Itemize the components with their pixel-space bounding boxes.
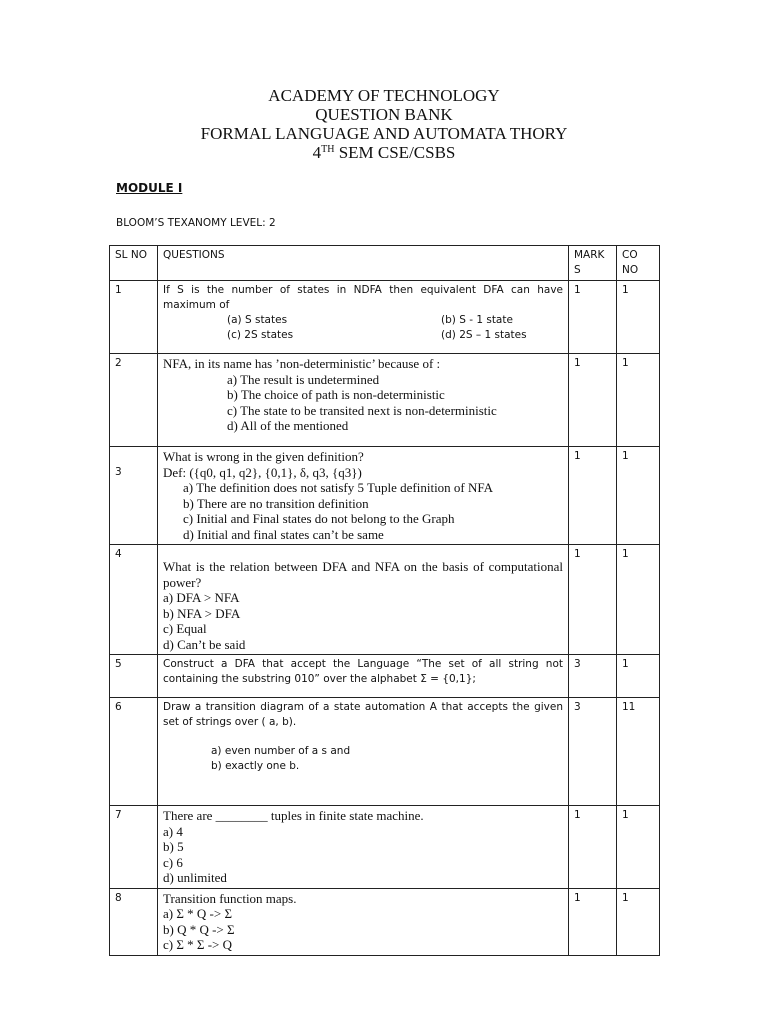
option-d: d) Can’t be said	[163, 636, 246, 652]
table-row	[110, 447, 660, 545]
option-c: c) Initial and Final states do not belong to the Graph	[183, 511, 455, 526]
row-co: 1	[617, 354, 660, 447]
option-c: c) 6	[163, 854, 183, 870]
row-co: 1	[617, 447, 660, 545]
option-b: b) exactly one b.	[211, 760, 300, 772]
option-b: b) There are no transition definition	[183, 495, 369, 511]
option-b: b) NFA > DFA	[163, 605, 241, 621]
row-sl: 2	[110, 354, 158, 447]
option-d: d) Initial and final states can’t be same	[183, 526, 384, 542]
row-sl: 1	[110, 281, 158, 354]
row-sl: 7	[110, 806, 158, 889]
document-header	[0, 86, 768, 162]
semester-line	[0, 143, 768, 162]
row-marks: 1	[569, 354, 617, 447]
semester-number: 4	[312, 143, 322, 162]
option-a: a) DFA > NFA	[163, 590, 240, 605]
question-text: NFA, in its name has ’non-deterministic’ because of :	[163, 356, 441, 371]
row-marks: 1	[569, 888, 617, 955]
option-a: a) even number of a s and	[211, 745, 351, 757]
option-c: c) Equal	[163, 621, 207, 636]
document-type: QUESTION BANK	[315, 105, 453, 124]
option-a: a) 4	[163, 823, 183, 839]
question-cell	[158, 281, 569, 354]
row-marks: 3	[569, 698, 617, 806]
question-text: Construct a DFA that accept the Language “The set of all string not containing the substring 010” over the alphabet Σ = {0,1};	[158, 655, 569, 698]
row-marks: 1	[569, 281, 617, 354]
table-row	[110, 545, 660, 655]
option-a: a) The result is undetermined	[227, 371, 380, 387]
row-marks: 1	[569, 806, 617, 889]
row-sl: 8	[110, 888, 158, 955]
option-b: b) Q * Q -> Σ	[163, 921, 235, 937]
question-cell	[158, 447, 569, 545]
module-title: MODULE I	[116, 181, 183, 195]
option-b: b) 5	[163, 839, 184, 854]
question-cell	[158, 806, 569, 889]
bloom-level: BLOOM’S TEXANOMY LEVEL: 2	[116, 217, 276, 229]
option-a: (a) S states	[227, 314, 288, 326]
row-co: 1	[617, 888, 660, 955]
option-d: d) All of the mentioned	[227, 418, 349, 433]
question-cell	[158, 888, 569, 955]
row-sl: 3	[110, 447, 158, 545]
question-text: There are ________ tuples in finite state machine.	[163, 808, 424, 823]
table-header-row	[110, 246, 660, 281]
question-text: Draw a transition diagram of a state automation A that accepts the given set of strings over ( a, b).	[163, 701, 563, 728]
header-co-no: CO NO	[617, 246, 660, 281]
row-marks: 3	[569, 655, 617, 698]
option-d: (d) 2S – 1 states	[441, 329, 527, 341]
question-cell	[158, 354, 569, 447]
option-c: c) Σ * Σ -> Q	[163, 937, 233, 952]
header-marks: MARK S	[569, 246, 617, 281]
subject-title: FORMAL LANGUAGE AND AUTOMATA THORY	[200, 124, 568, 143]
question-text: Transition function maps.	[163, 890, 297, 906]
row-sl: 5	[110, 655, 158, 698]
question-text: What is the relation between DFA and NFA on the basis of computational power?	[163, 559, 563, 590]
question-cell	[158, 698, 569, 806]
table-row	[110, 354, 660, 447]
row-co: 1	[617, 655, 660, 698]
option-b: (b) S - 1 state	[441, 314, 513, 326]
question-text: If S is the number of states in NDFA then equivalent DFA can have maximum of	[163, 284, 563, 311]
definition-text: Def: ({q0, q1, q2}, {0,1}, δ, q3, {q3})	[163, 464, 362, 480]
header-questions: QUESTIONS	[158, 246, 569, 281]
table-row	[110, 655, 660, 698]
table-row	[110, 698, 660, 806]
row-co: 11	[617, 698, 660, 806]
option-a: a) The definition does not satisfy 5 Tuple definition of NFA	[183, 480, 494, 495]
row-co: 1	[617, 281, 660, 354]
row-co: 1	[617, 806, 660, 889]
row-marks: 1	[569, 545, 617, 655]
option-a: a) Σ * Q -> Σ	[163, 906, 233, 921]
table-row	[110, 281, 660, 354]
question-table	[109, 245, 660, 956]
row-sl: 6	[110, 698, 158, 806]
table-row	[110, 806, 660, 889]
row-marks: 1	[569, 447, 617, 545]
row-sl: 4	[110, 545, 158, 655]
row-co: 1	[617, 545, 660, 655]
semester-suffix: TH	[321, 144, 335, 155]
option-d: d) unlimited	[163, 870, 227, 885]
semester-rest: SEM CSE/CSBS	[334, 143, 456, 162]
table-row	[110, 888, 660, 955]
question-cell	[158, 545, 569, 655]
option-c: (c) 2S states	[227, 329, 294, 341]
option-b: b) The choice of path is non-deterministic	[227, 387, 445, 402]
question-text: What is wrong in the given definition?	[163, 449, 364, 464]
header-sl-no: SL NO	[110, 246, 158, 281]
option-c: c) The state to be transited next is non-deterministic	[227, 402, 497, 418]
institution-title: ACADEMY OF TECHNOLOGY	[268, 86, 500, 105]
